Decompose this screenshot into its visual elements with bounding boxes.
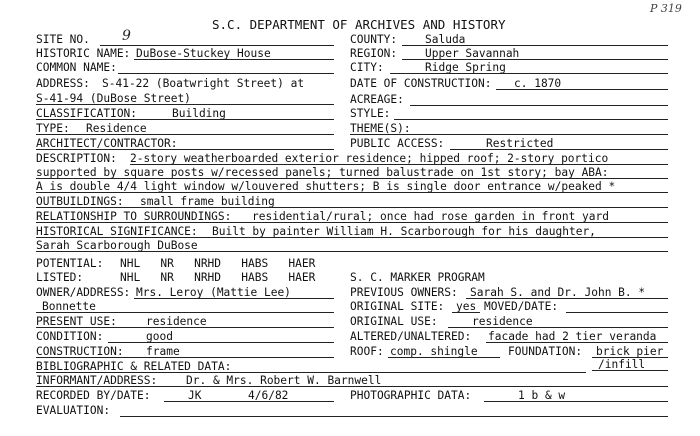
informant-underline bbox=[36, 386, 668, 387]
themes-label: THEME(S): bbox=[350, 122, 411, 135]
historic-name-label: HISTORIC NAME: bbox=[36, 47, 131, 60]
photographic-data-value: 1 b & w bbox=[518, 389, 566, 402]
listed-label: LISTED: bbox=[36, 271, 84, 284]
construction-label: CONSTRUCTION: bbox=[36, 345, 124, 358]
type-underline bbox=[36, 134, 334, 135]
classification-label: CLASSIFICATION: bbox=[36, 107, 138, 120]
original-use-underline bbox=[448, 327, 668, 328]
outbuildings-underline bbox=[36, 207, 668, 208]
construction-value: frame bbox=[146, 345, 180, 358]
description-line3: A is double 4/4 light window w/louvered shutters; B is single door entrance w/peaked * bbox=[36, 180, 616, 193]
recorded-by-underline bbox=[164, 401, 334, 402]
foundation-label: FOUNDATION: bbox=[508, 345, 583, 358]
historical-significance-label: HISTORICAL SIGNIFICANCE: bbox=[36, 225, 198, 238]
description-line2: supported by square posts w/recessed panels; turned balustrade on 1st story; bay ABA: bbox=[36, 166, 609, 179]
relationship-value: residential/rural; once had rose garden in front yard bbox=[252, 210, 609, 223]
county-underline bbox=[402, 45, 668, 46]
condition-value: good bbox=[146, 330, 173, 343]
public-access-value: Restricted bbox=[486, 137, 554, 150]
address-value-line2: S-41-94 (DuBose Street) bbox=[36, 92, 191, 105]
photographic-data-underline bbox=[484, 401, 668, 402]
moved-date-underline bbox=[566, 312, 668, 313]
original-use-label: ORIGINAL USE: bbox=[350, 315, 438, 328]
county-value: Saluda bbox=[425, 33, 466, 46]
photographic-data-label: PHOTOGRAPHIC DATA: bbox=[350, 389, 472, 402]
form-title: S.C. DEPARTMENT OF ARCHIVES AND HISTORY bbox=[212, 17, 506, 32]
construction-underline bbox=[36, 357, 334, 358]
date-of-construction-label: DATE OF CONSTRUCTION: bbox=[350, 77, 492, 90]
foundation-value-line2: /infill bbox=[598, 358, 646, 371]
owner-value-line2: Bonnette bbox=[42, 300, 96, 313]
acreage-label: ACREAGE: bbox=[350, 93, 404, 106]
address-label: ADDRESS: bbox=[36, 77, 90, 90]
informant-value: Dr. & Mrs. Robert W. Barnwell bbox=[186, 374, 382, 387]
address-underline bbox=[36, 104, 334, 105]
classification-value: Building bbox=[172, 107, 226, 120]
original-use-value: residence bbox=[472, 315, 533, 328]
roof-underline bbox=[388, 357, 500, 358]
owner-underline-2 bbox=[36, 312, 334, 313]
style-underline bbox=[394, 119, 668, 120]
moved-date-label: MOVED/DATE: bbox=[484, 300, 559, 313]
historic-name-value: DuBose-Stuckey House bbox=[136, 47, 271, 60]
foundation-underline-2 bbox=[592, 370, 668, 371]
recorded-by-initials: JK bbox=[188, 389, 202, 402]
present-use-value: residence bbox=[146, 315, 207, 328]
date-of-construction-value: c. 1870 bbox=[514, 77, 562, 90]
site-no-label: SITE NO. bbox=[36, 33, 90, 46]
altered-value: facade had 2 tier veranda bbox=[488, 330, 657, 343]
site-no-underline bbox=[100, 45, 334, 46]
evaluation-label: EVALUATION: bbox=[36, 404, 111, 417]
previous-owners-underline bbox=[466, 298, 668, 299]
potential-options: NHL NR NRHD HABS HAER bbox=[120, 257, 316, 270]
evaluation-underline bbox=[120, 416, 668, 417]
public-access-label: PUBLIC ACCESS: bbox=[350, 137, 445, 150]
informant-label: INFORMANT/ADDRESS: bbox=[36, 374, 158, 387]
date-of-construction-underline bbox=[496, 89, 668, 90]
recorded-by-label: RECORDED BY/DATE: bbox=[36, 389, 151, 402]
roof-value: comp. shingle bbox=[390, 345, 478, 358]
themes-underline bbox=[350, 134, 668, 135]
historical-significance-underline-2 bbox=[36, 251, 668, 252]
owner-label: OWNER/ADDRESS: bbox=[36, 286, 131, 299]
condition-label: CONDITION: bbox=[36, 330, 104, 343]
classification-underline bbox=[36, 119, 334, 120]
city-label: CITY: bbox=[350, 61, 384, 74]
original-site-value: yes bbox=[456, 300, 477, 313]
city-underline bbox=[390, 73, 668, 74]
foundation-value-line1: brick pier bbox=[596, 345, 664, 358]
architect-label: ARCHITECT/CONTRACTOR: bbox=[36, 137, 178, 150]
recorded-date: 4/6/82 bbox=[248, 389, 289, 402]
historical-significance-line2: Sarah Scarborough DuBose bbox=[36, 239, 198, 252]
owner-underline-1 bbox=[134, 298, 334, 299]
outbuildings-label: OUTBUILDINGS: bbox=[36, 195, 124, 208]
previous-owners-label: PREVIOUS OWNERS: bbox=[350, 286, 458, 299]
architect-underline bbox=[36, 149, 334, 150]
original-site-underline bbox=[452, 312, 480, 313]
description-underline-1 bbox=[130, 164, 668, 165]
owner-value-line1: Mrs. Leroy (Mattie Lee) bbox=[136, 286, 291, 299]
previous-owners-value: Sarah S. and Dr. John B. * bbox=[470, 286, 646, 299]
description-label: DESCRIPTION: bbox=[36, 152, 117, 165]
present-use-underline bbox=[36, 327, 334, 328]
potential-label: POTENTIAL: bbox=[36, 257, 104, 270]
historical-significance-underline-1 bbox=[36, 237, 668, 238]
common-name-label: COMMON NAME: bbox=[36, 61, 117, 74]
relationship-underline bbox=[36, 222, 668, 223]
region-label: REGION: bbox=[350, 47, 398, 60]
original-site-label: ORIGINAL SITE: bbox=[350, 300, 445, 313]
roof-label: ROOF: bbox=[350, 345, 384, 358]
style-label: STYLE: bbox=[350, 107, 391, 120]
bibliographic-label: BIBLIOGRAPHIC & RELATED DATA: bbox=[36, 360, 232, 373]
altered-label: ALTERED/UNALTERED: bbox=[350, 330, 472, 343]
common-name-underline bbox=[118, 73, 334, 74]
description-line1: 2-story weatherboarded exterior residence; hipped roof; 2-story portico bbox=[130, 152, 609, 165]
outbuildings-value: small frame building bbox=[140, 195, 275, 208]
county-label: COUNTY: bbox=[350, 33, 398, 46]
marker-program-label: S. C. MARKER PROGRAM bbox=[350, 271, 485, 284]
description-underline-2 bbox=[36, 178, 668, 179]
region-value: Upper Savannah bbox=[425, 47, 520, 60]
handwritten-page-reference: P 319 bbox=[650, 2, 682, 15]
condition-underline bbox=[108, 342, 334, 343]
type-value: Residence bbox=[86, 122, 147, 135]
historic-name-underline bbox=[134, 59, 334, 60]
present-use-label: PRESENT USE: bbox=[36, 315, 117, 328]
address-value-line1: S-41-22 (Boatwright Street) at bbox=[102, 77, 305, 90]
listed-options: NHL NR NRHD HABS HAER bbox=[120, 271, 316, 284]
site-no-value: 9 bbox=[122, 28, 131, 44]
bibliographic-underline bbox=[36, 372, 586, 373]
altered-underline bbox=[486, 342, 668, 343]
type-label: TYPE: bbox=[36, 122, 70, 135]
city-value: Ridge Spring bbox=[425, 61, 506, 74]
relationship-label: RELATIONSHIP TO SURROUNDINGS: bbox=[36, 210, 232, 223]
historical-significance-line1: Built by painter William H. Scarborough for his daughter, bbox=[212, 225, 596, 238]
region-underline bbox=[402, 59, 668, 60]
acreage-underline bbox=[410, 105, 668, 106]
description-underline-3 bbox=[36, 192, 668, 193]
public-access-underline bbox=[450, 149, 668, 150]
